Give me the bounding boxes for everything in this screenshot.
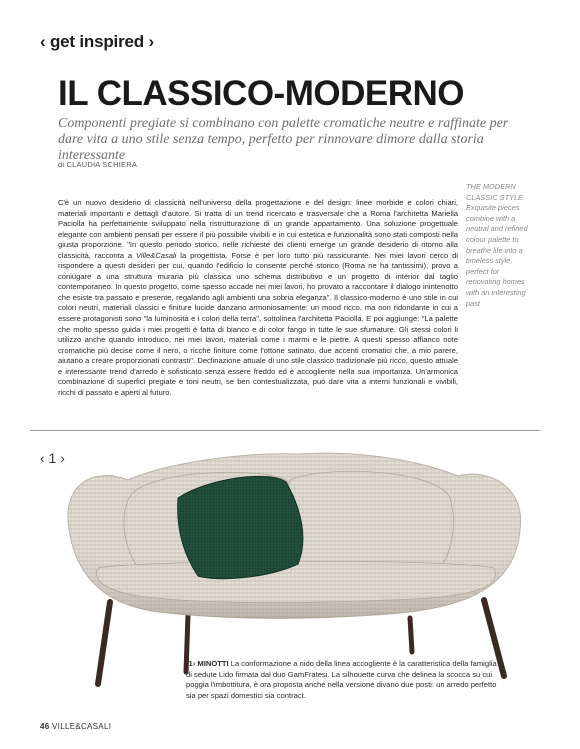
sofa-photo [58, 440, 530, 690]
caption-text: La conformazione a nido della linea accogliente è la caratteristica della famiglia di sedute Lido firmata dal duo GamFratesi. La silhouette curva che delinea la scocca su cui poggia l'imbottitura, è ora proposta anche nella versione divano due posti: un arredo perfetto sia per spazi domestici sia contract. [186, 659, 497, 700]
caption-brand: MINOTTI [197, 659, 229, 668]
section-divider [30, 430, 540, 431]
magazine-name: VILLE&CASALI [52, 722, 112, 731]
article-byline: di CLAUDIA SCHIERA [58, 160, 138, 169]
body-magazine-name: Ville&Casali [135, 250, 177, 260]
sofa-seat-cushion [97, 561, 496, 602]
figure-caption [186, 659, 498, 701]
article-subtitle: Componenti pregiate si combinano con palette cromatiche neutre e raffinate per dare vita a uno stile senza tempo, perfetto per rinnovare dimore dalla storia interessante [58, 116, 509, 163]
body-part-2: la progettista. Forse è per loro tutto più rassicurante. Nei miei lavori cerco di rispondere a questi desideri per cui, quando l'edificio lo consente perché storico (Roma ne ha tantissimi), provo a coniugare a una struttura muraria più classica uno schema distributivo e un progetto di interior dal taglio contemporaneo. In questo progetto, come spesso accade nei miei lavori, ho provato a raccontare il dialogo inintenotto che esiste tra passato e presente, regalando agli ambienti una sobria eleganza". Il classico-moderno è uno stile in cui colori neutri, materiali classici e finiture lucide danzano armoniosamente: un mood ricco, ma non ridondante in cui a essere protagonisti sono "la luminosità e i colori della terra", sottolinea l'architetta Paciolla. E poi aggiunge: "La palette che molto spesso guida i miei progetti è fatta di bianco e di color fango in tutte le sue sfumature. Gli stessi colori li utilizzo anche quando introduco, nei miei lavori, materiali come i marmi e le pietre. A questi spesso affianco note cromatiche più decise come il nero, o ricche finiture come l'ottone satinato, due accenti cromatici che, a mio parere, aiutano a creare proporzionati contrasti". Declinazione attuale di uno stile classico tradizionale più ricco, questo attuale e interessante trend d'arredo è sofisticato senza essere freddo ed è accogliente nella sua importanza. Un'armonica combinazione di superfici pregiate e toni neutri, se ben contestualizzata, può dare vita a interni funzionali e vivibili, ricchi di passato e aperti al futuro. [58, 250, 458, 397]
sidebar-heading: THE MODERN CLASSIC STYLE [466, 182, 524, 202]
section-tag: ‹ get inspired › [40, 32, 154, 51]
body-part-1: C'è un nuovo desiderio di classicità nell'universo della progettazione e del design: linee morbide e colori chiari, materiali importanti e dettagli d'autore. Si tratta di un trend ricercato e trasversale che a Roma l'architetta Mariella Paciolla ha perfettamente sviluppato nella ristrutturazione di un grande appartamento. Una soluzione progettuale elegante con ambienti pensati per essere il più possibile vivibili e in cui estetica e funzionalità sono stati composti nella giusta proporzione. "In questo periodo storico, nelle richieste dei clienti emerge un grande desiderio di ritorno alla classicità, racconta a [58, 198, 458, 260]
sidebar-text: Exquisite pieces combine with a neutral and refined colour palette to breathe life into a timeless style, perfect for renovating homes with an interesting past [466, 203, 528, 308]
page-number: 46 [40, 722, 50, 731]
page-footer [40, 722, 111, 731]
article-body [58, 198, 458, 398]
figure-number: ‹ 1 › [40, 450, 65, 466]
sofa-leg-front-left [98, 602, 110, 684]
sofa-leg-back-right [410, 618, 412, 652]
sidebar-english-summary [466, 182, 528, 309]
article-title: IL CLASSICO-MODERNO [58, 74, 464, 113]
caption-number: ‹1› [186, 659, 196, 668]
green-throw-pillow [178, 476, 303, 578]
